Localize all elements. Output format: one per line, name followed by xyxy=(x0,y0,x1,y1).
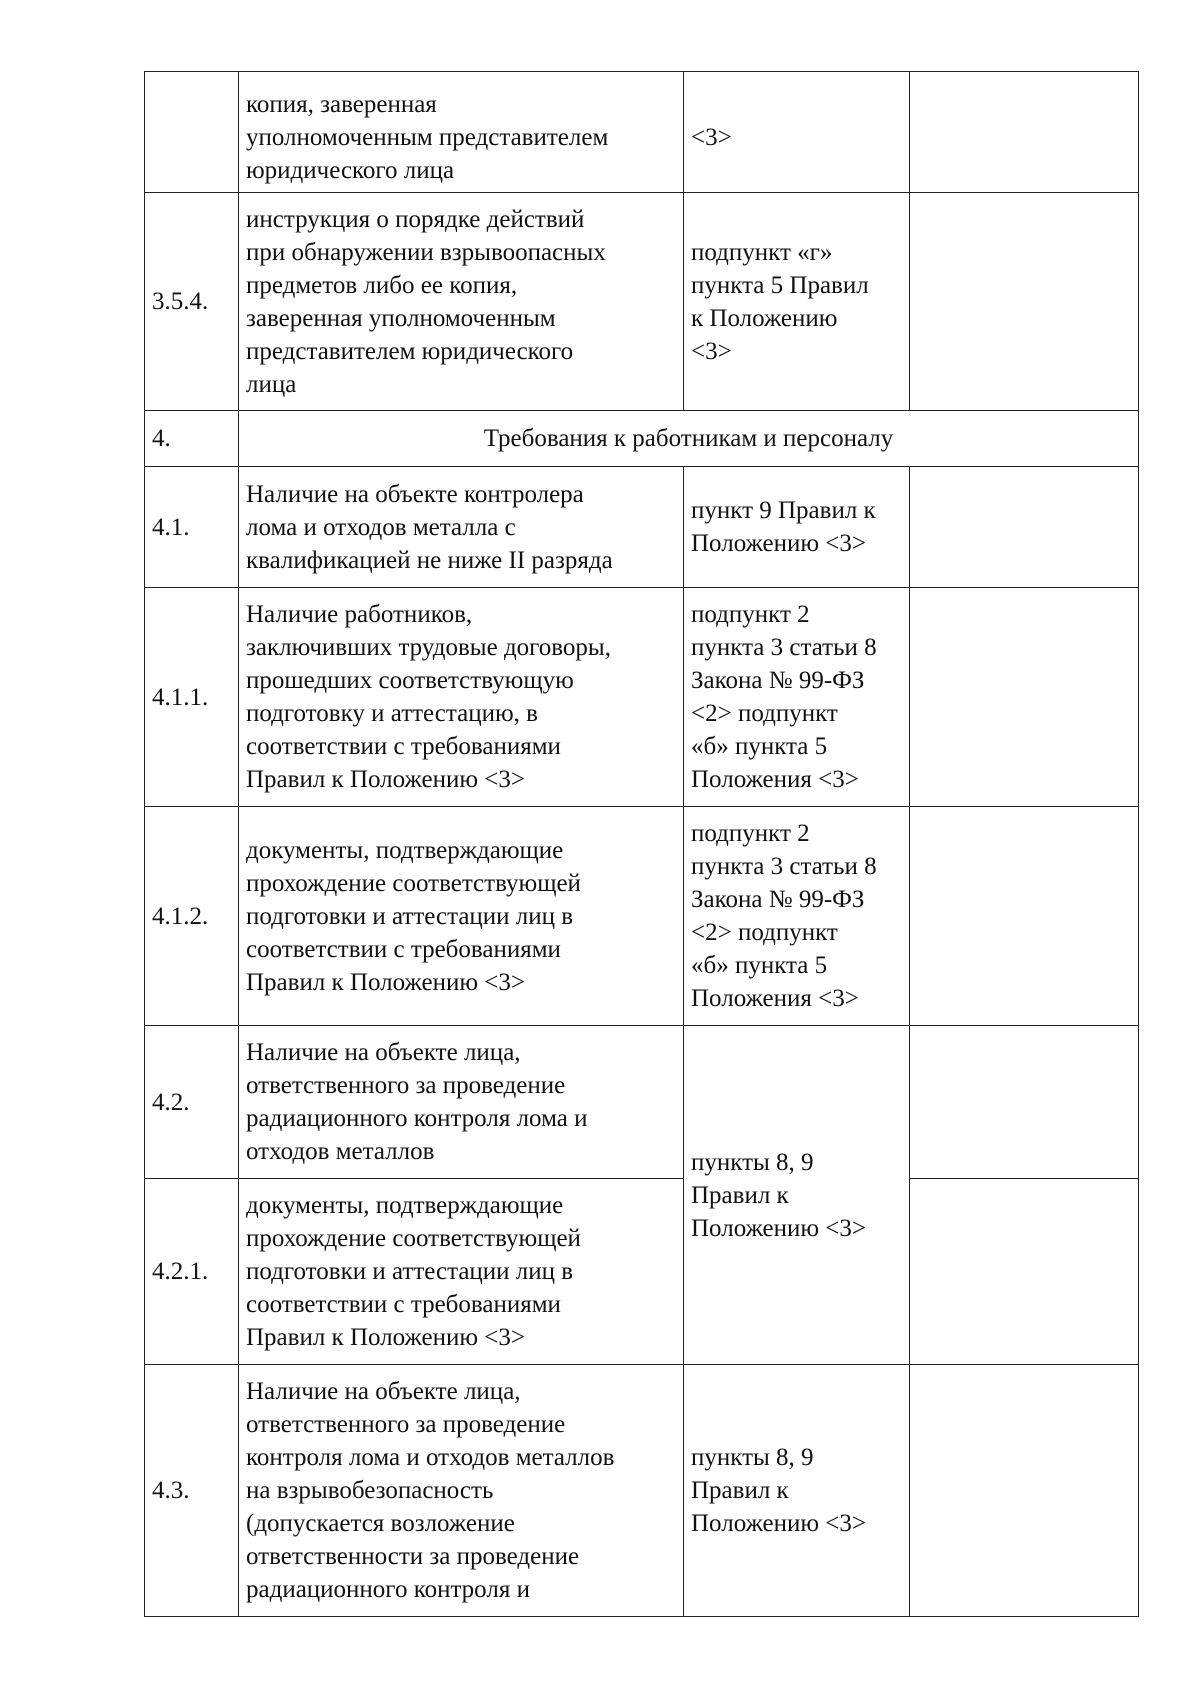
requirement-text-cell: Наличие на объекте контролера лома и отходов металла с квалификацией не ниже II разряда xyxy=(239,467,684,588)
legal-reference-cell: пункты 8, 9 Правил к Положению <3> xyxy=(684,1026,910,1365)
legal-reference-cell: подпункт 2 пункта 3 статьи 8 Закона № 99-ФЗ <2> подпункт «б» пункта 5 Положения <3> xyxy=(684,588,910,807)
legal-reference-cell: <3> xyxy=(684,72,910,193)
requirement-text-cell: документы, подтверждающие прохождение соответствующей подготовки и аттестации лиц в соответствии с требованиями Правил к Положению <3> xyxy=(239,807,684,1026)
table-row xyxy=(145,588,1139,807)
mark-cell xyxy=(910,1365,1139,1617)
table-row xyxy=(145,807,1139,1026)
mark-cell xyxy=(910,807,1139,1026)
requirement-text-cell: копия, заверенная уполномоченным представителем юридического лица xyxy=(239,72,684,193)
item-number-cell: 4.2.1. xyxy=(145,1179,239,1365)
requirement-text-cell: Наличие на объекте лица, ответственного за проведение контроля лома и отходов металлов на взрывобезопасность (допускается возложение ответственности за проведение радиационного контроля и xyxy=(239,1365,684,1617)
item-number-cell: 4.1. xyxy=(145,467,239,588)
requirement-text-cell: инструкция о порядке действий при обнаружении взрывоопасных предметов либо ее копия, заверенная уполномоченным представителем юридического лица xyxy=(239,193,684,411)
mark-cell xyxy=(910,1179,1139,1365)
legal-reference-cell: подпункт «г» пункта 5 Правил к Положению <3> xyxy=(684,193,910,411)
item-number-cell: 4.2. xyxy=(145,1026,239,1179)
requirements-table xyxy=(144,71,1139,1617)
item-number-cell: 4.3. xyxy=(145,1365,239,1617)
mark-cell xyxy=(910,588,1139,807)
section-number-cell: 4. xyxy=(145,411,239,467)
legal-reference-cell: подпункт 2 пункта 3 статьи 8 Закона № 99-ФЗ <2> подпункт «б» пункта 5 Положения <3> xyxy=(684,807,910,1026)
legal-reference-cell: пункты 8, 9 Правил к Положению <3> xyxy=(684,1365,910,1617)
requirement-text-cell: Наличие работников, заключивших трудовые договоры, прошедших соответствующую подготовку и аттестацию, в соответствии с требованиями Правил к Положению <3> xyxy=(239,588,684,807)
table-row xyxy=(145,1179,1139,1365)
requirement-text-cell: Наличие на объекте лица, ответственного за проведение радиационного контроля лома и отходов металлов xyxy=(239,1026,684,1179)
table-row xyxy=(145,1365,1139,1617)
item-number-cell: 3.5.4. xyxy=(145,193,239,411)
section-title: Требования к работникам и персоналу xyxy=(239,411,1139,467)
legal-reference-cell: пункт 9 Правил к Положению <3> xyxy=(684,467,910,588)
mark-cell xyxy=(910,467,1139,588)
table-row xyxy=(145,467,1139,588)
item-number-cell: 4.1.2. xyxy=(145,807,239,1026)
table-row xyxy=(145,72,1139,193)
table-row xyxy=(145,193,1139,411)
mark-cell xyxy=(910,72,1139,193)
section-row xyxy=(145,411,1139,467)
mark-cell xyxy=(910,193,1139,411)
requirement-text-cell: документы, подтверждающие прохождение соответствующей подготовки и аттестации лиц в соответствии с требованиями Правил к Положению <3> xyxy=(239,1179,684,1365)
table-row xyxy=(145,1026,1139,1179)
item-number-cell: 4.1.1. xyxy=(145,588,239,807)
mark-cell xyxy=(910,1026,1139,1179)
item-number-cell xyxy=(145,72,239,193)
